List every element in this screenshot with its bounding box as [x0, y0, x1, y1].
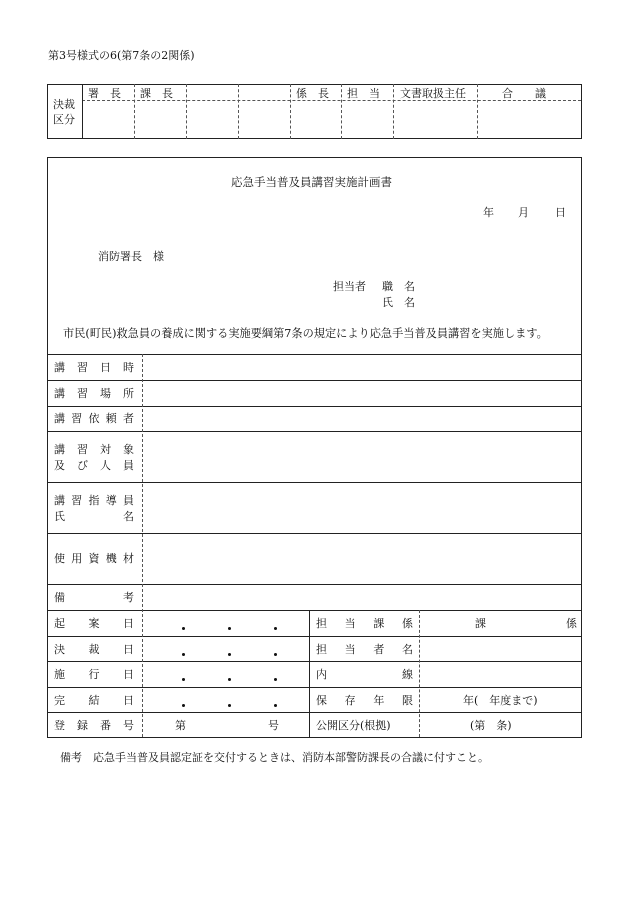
footnote: 備考 応急手当普及員認定証を交付するときは、消防本部警防課長の合議に付すこと。	[60, 751, 489, 764]
row-label-enforce-date: 施 行 日	[54, 668, 134, 681]
name-label: 氏 名	[382, 296, 415, 309]
row-label-target-1: 講 習 対 象	[54, 443, 134, 456]
approval-label-2: 区分	[53, 113, 75, 126]
date-year: 年	[483, 206, 494, 219]
date-day: 日	[555, 206, 566, 219]
statement: 市民(町民)救急員の養成に関する実施要綱第7条の規定により応急手当普及員講習を実施します。	[63, 327, 548, 340]
row-label-instructor-1: 講 習 指 導 員	[54, 494, 134, 507]
row-label-remarks: 備 考	[54, 591, 134, 604]
row-label-retention: 保 存 年 限	[316, 694, 413, 707]
row-label-target-2: 及 び 人 員	[54, 459, 134, 472]
row-label-requester: 講 習 依 頼 者	[54, 412, 134, 425]
row-label-department: 担 当 課 係	[316, 617, 413, 630]
disclosure-value: (第 条)	[470, 719, 512, 732]
date-month: 月	[518, 206, 529, 219]
retention-value: 年( 年度まで)	[463, 694, 538, 707]
form-number: 第3号様式の6(第7条の2関係)	[48, 49, 195, 62]
row-label-disclosure: 公開区分(根拠)	[316, 719, 391, 732]
approval-col-document-officer: 文書取扱主任	[400, 87, 466, 100]
position-label: 職 名	[382, 280, 415, 293]
approval-label-1: 決裁	[53, 98, 75, 111]
row-label-decision-date: 決 裁 日	[54, 643, 134, 656]
form-title: 応急手当普及員講習実施計画書	[231, 175, 392, 189]
department-ka: 課	[475, 617, 486, 630]
register-number-prefix: 第	[175, 719, 186, 732]
row-label-equipment: 使 用 資 機 材	[54, 552, 134, 565]
row-label-complete-date: 完 結 日	[54, 694, 134, 707]
row-label-draft-date: 起 案 日	[54, 617, 134, 630]
row-label-extension: 内 線	[316, 668, 413, 681]
approval-col-staff: 担 当	[347, 87, 380, 100]
approval-col-section-head: 課 長	[140, 87, 173, 100]
row-label-date: 講 習 日 時	[54, 361, 134, 374]
person-in-charge-label: 担当者	[333, 280, 366, 293]
approval-col-chief: 署 長	[88, 87, 121, 100]
row-label-place: 講 習 場 所	[54, 387, 134, 400]
addressee: 消防署長 様	[98, 250, 164, 263]
register-number-suffix: 号	[268, 719, 279, 732]
approval-col-subsection-head: 係 長	[296, 87, 329, 100]
row-label-register-number: 登 録 番 号	[54, 719, 134, 732]
row-label-person-name: 担 当 者 名	[316, 643, 413, 656]
department-kakari: 係	[566, 617, 577, 630]
approval-col-consultation: 合 議	[502, 87, 546, 100]
row-label-instructor-2: 氏 名	[54, 510, 134, 523]
